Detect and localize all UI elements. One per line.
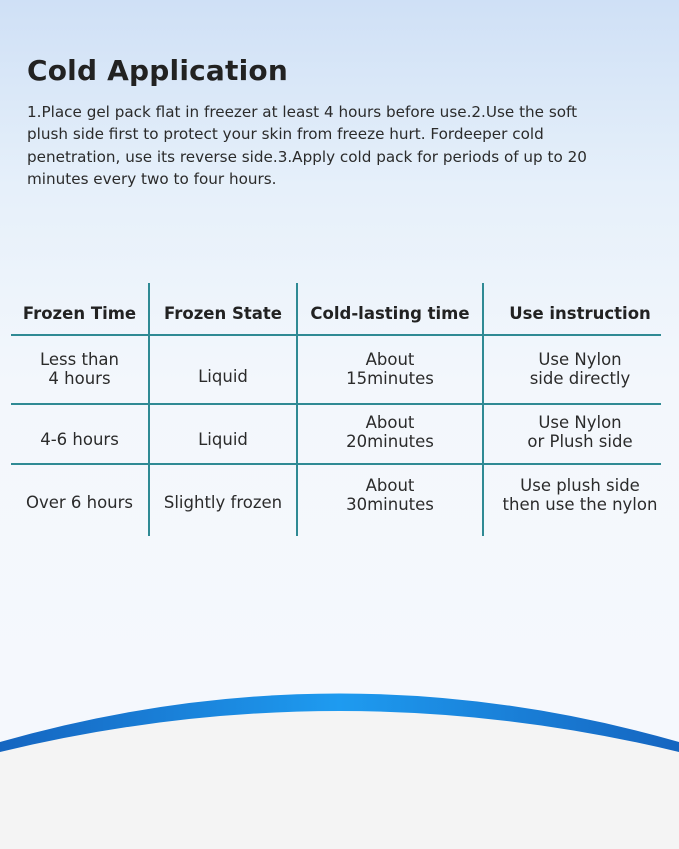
cell-line: About — [365, 476, 415, 495]
table-cell-use-instruction — [484, 408, 676, 456]
blue-arc-decoration — [0, 660, 679, 849]
table-cell-frozen-time: Over 6 hours — [25, 492, 134, 512]
cell-line: 30minutes — [346, 495, 434, 514]
table-cell-frozen-state: Liquid — [198, 366, 248, 386]
table-cell-frozen-time — [11, 345, 148, 393]
cell-line: Use plush side — [520, 476, 640, 495]
table-cell-frozen-time: 4-6 hours — [40, 429, 119, 449]
table-cell-frozen-state: Liquid — [198, 429, 248, 449]
table-cell-frozen-state: Slightly frozen — [163, 492, 283, 512]
header-use-instruction: Use instruction — [509, 303, 651, 323]
table-cell-cold-lasting — [298, 471, 482, 519]
cell-line: 20minutes — [346, 432, 434, 451]
arc-bottom-fill — [0, 711, 679, 849]
cell-line: side directly — [529, 369, 631, 388]
page-title: Cold Application — [27, 54, 288, 87]
cell-line: Use Nylon — [538, 350, 622, 369]
cell-line: Use Nylon — [538, 413, 622, 432]
header-cold-lasting-time: Cold-lasting time — [310, 303, 470, 323]
header-frozen-time: Frozen Time — [22, 303, 137, 323]
frozen-time-table — [11, 283, 661, 536]
cell-line: About — [365, 350, 415, 369]
cell-line: 15minutes — [346, 369, 434, 388]
cell-line: About — [365, 413, 415, 432]
cell-line: then use the nylon — [502, 495, 658, 514]
table-cell-cold-lasting — [298, 408, 482, 456]
instructions-paragraph: 1.Place gel pack flat in freezer at least 4 hours before use.2.Use the soft plush side first to protect your skin from freeze hurt. Fordeeper cold penetration, use its reverse side.3.Apply cold pack for periods of up to 20 minutes every two to four hours. — [27, 103, 587, 188]
header-frozen-state: Frozen State — [164, 303, 282, 323]
cell-line: or Plush side — [527, 432, 633, 451]
cell-line: 4 hours — [48, 369, 111, 388]
table-cell-cold-lasting — [298, 345, 482, 393]
row-divider — [11, 403, 661, 405]
row-divider — [11, 463, 661, 465]
table-cell-use-instruction — [484, 345, 676, 393]
table-cell-use-instruction — [484, 471, 676, 519]
cell-line: Less than — [40, 350, 119, 369]
